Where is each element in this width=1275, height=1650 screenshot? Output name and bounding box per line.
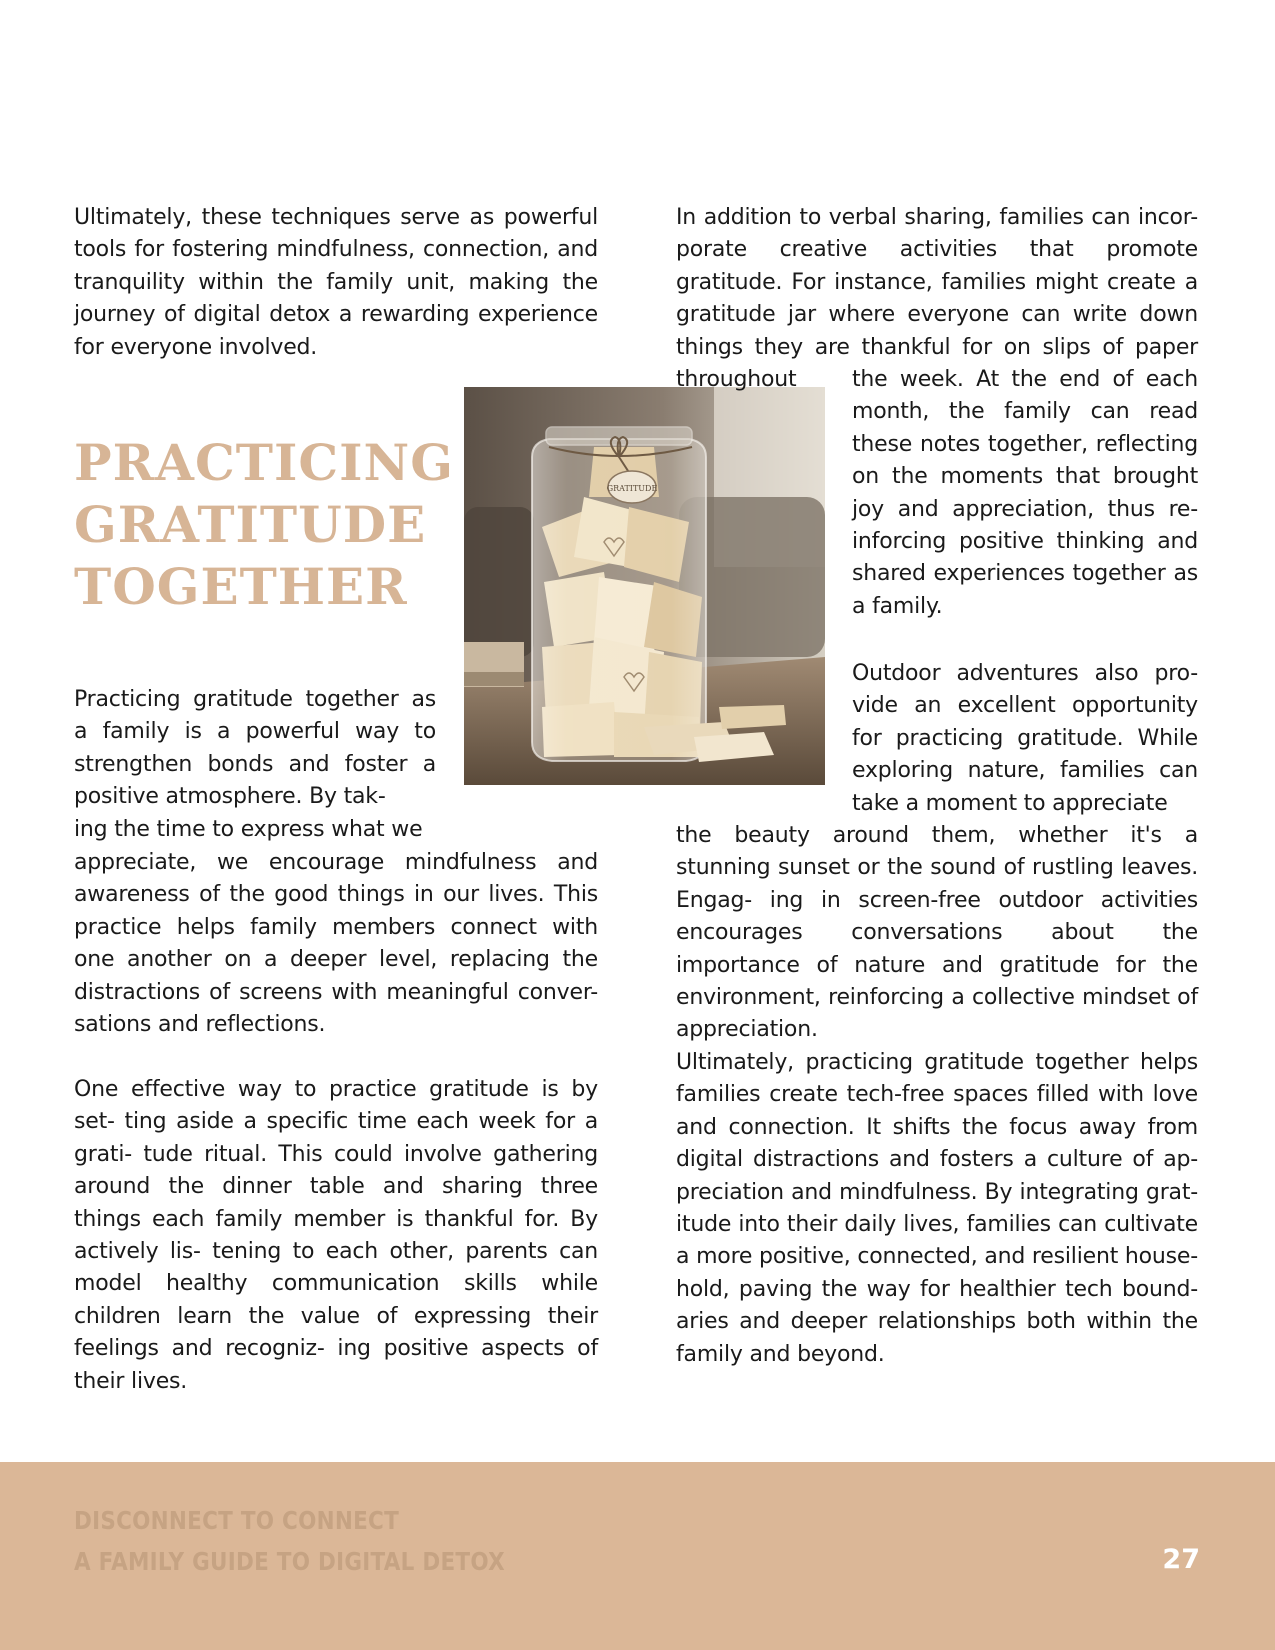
jar-label-text: GRATITUDE <box>606 484 658 493</box>
creative-activities-paragraph-wide: In addition to verbal sharing, families can incor- porate creative activities that promote gratitude. For instance, families might create a gratitude jar where everyone can write down things they are thankful for on slips of paper throughout <box>676 205 1198 393</box>
gratitude-paragraph-wide: appreciate, we encourage mindfulness and awareness of the good things in our lives. This practice helps family members connect with one another on a deeper level, replacing the distractions of screens with meaningful conver- sations and reflections. <box>74 850 598 1038</box>
intro-paragraph: Ultimately, these techniques serve as powerful tools for fostering mindfulness, connection, and tranquility within the family unit, making the journey of digital detox a rewarding experience for everyone involved. <box>74 205 598 360</box>
gratitude-paragraph-line: ing the time to express what we <box>74 817 423 842</box>
footer-title-line-2: A FAMILY GUIDE TO DIGITAL DETOX <box>74 1547 505 1576</box>
gratitude-jar-illustration <box>464 387 825 785</box>
creative-activities-paragraph-narrow: the week. At the end of each month, the family can read these notes together, reflecting on the moments that brought joy and appreciation, thus re- inforcing positive thinking and shared experiences together as a family. <box>852 367 1198 619</box>
gratitude-paragraph-narrow: Practicing gratitude together as a family is a powerful way to strengthen bonds and foster a positive atmosphere. By tak- <box>74 687 436 810</box>
outdoor-paragraph-wide: the beauty around them, whether it's a stunning sunset or the sound of rustling leaves. Engag- ing in screen-free outdoor activities encourages conversations about the importance of nature and gratitude for the environment, reinforcing a collective mindset of appreciation. <box>676 823 1198 1043</box>
footer-title-line-1: DISCONNECT TO CONNECT <box>74 1506 400 1535</box>
page-number: 27 <box>1162 1544 1200 1575</box>
outdoor-paragraph-narrow: Outdoor adventures also pro- vide an excellent opportunity for practicing gratitude. While exploring nature, families can take a moment to appreciate <box>852 661 1198 816</box>
conclusion-paragraph: Ultimately, practicing gratitude together helps families create tech-free spaces filled with love and connection. It shifts the focus away from digital distractions and fosters a culture of ap- preciation and mindfulness. By integrating grat- itude into their daily lives, families can cultivate a more positive, connected, and resilient house- hold, paving the way for healthier tech bound- aries and deeper relationships both within the family and beyond. <box>676 1050 1198 1367</box>
heading-line-1: PRACTICING <box>74 433 454 492</box>
heading-line-3: TOGETHER <box>74 557 408 616</box>
ritual-paragraph: One effective way to practice gratitude is by set- ting aside a specific time each week for a grati- tude ritual. This could involve gathering around the dinner table and sharing three things each family member is thankful for. By actively lis- tening to each other, parents can model healthy communication skills while children learn the value of expressing their feelings and recogniz- ing positive aspects of their lives. <box>74 1077 598 1394</box>
section-heading <box>74 432 454 618</box>
heading-line-2: GRATITUDE <box>74 495 427 554</box>
gratitude-jar-photo <box>464 387 825 785</box>
